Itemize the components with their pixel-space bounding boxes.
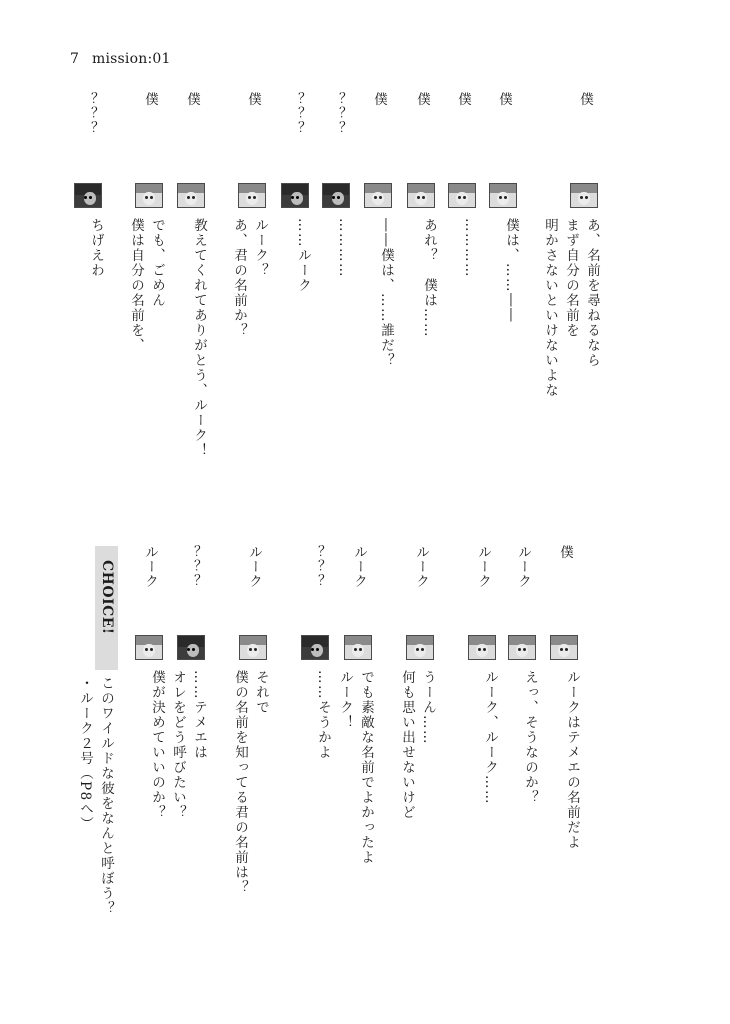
section-title: mission:01: [92, 51, 171, 67]
speaker-name: 僕: [455, 92, 471, 107]
dialogue-line: えっ、そうなのか？: [522, 670, 538, 805]
dialogue-text: [375, 218, 396, 468]
luke-portrait-icon: [135, 635, 163, 660]
portrait-eye: [458, 196, 461, 199]
dialogue-text: [312, 670, 333, 930]
dialogue-entry: [133, 0, 167, 1024]
portrait-eye: [379, 196, 382, 199]
speaker-name: ルーク: [413, 545, 429, 589]
portrait-eye: [523, 648, 526, 651]
dialogue-line: 教えてくれてありがとう、ルーク！: [191, 218, 207, 458]
portrait-eye: [518, 648, 521, 651]
speaker-name: ？？？: [308, 545, 324, 589]
portrait-eye: [560, 648, 563, 651]
speaker-name: 僕: [557, 545, 573, 560]
speaker-name: ルーク: [515, 545, 531, 589]
luke-portrait-icon: [406, 635, 434, 660]
rook-portrait-icon: [301, 635, 329, 660]
speaker-name: ルーク: [351, 545, 367, 589]
portrait-eye: [145, 648, 148, 651]
luke-portrait-icon: [239, 635, 267, 660]
dialogue-line: ……そうかよ: [315, 670, 331, 760]
luke-portrait-icon: [508, 635, 536, 660]
speaker-name: 僕: [577, 92, 593, 107]
dialogue-line: オレをどう呼びたい？: [170, 670, 186, 820]
choice-text: [72, 0, 116, 1024]
dialogue-line: でも、ごめん: [149, 218, 165, 308]
dialogue-line: ……ルーク: [295, 218, 311, 293]
page-number: 7: [70, 51, 80, 67]
dialogue-line: ルーク？: [252, 218, 268, 278]
dialogue-text: [167, 670, 209, 930]
portrait-eye: [483, 648, 486, 651]
speaker-name: ？？？: [81, 92, 97, 136]
choice-line[interactable]: ・ルーク２号（P8へ）: [77, 676, 93, 832]
rook-portrait-icon: [177, 635, 205, 660]
dialogue-line: 僕は自分の名前を、: [128, 218, 144, 353]
dialogue-text: [519, 670, 540, 930]
dialogue-text: [334, 670, 376, 930]
portrait-eye: [565, 648, 568, 651]
dialogue-line: ルーク！: [337, 670, 353, 730]
speaker-name: 僕: [414, 92, 430, 107]
choice-label: CHOICE!: [99, 560, 115, 635]
speaker-name: 僕: [184, 92, 200, 107]
luke-portrait-icon: [344, 635, 372, 660]
dialogue-line: ……テメエは: [191, 670, 207, 760]
dialogue-line: ちげえわ: [88, 218, 104, 278]
dialogue-entry: [337, 0, 376, 1024]
dialogue-line: …………: [462, 218, 478, 278]
portrait-eye: [359, 648, 362, 651]
dialogue-entry: [232, 0, 271, 1024]
dialogue-entry: [466, 0, 500, 1024]
dialogue-entry: [506, 0, 540, 1024]
speaker-name: 僕: [245, 92, 261, 107]
dialogue-line: 僕が決めていいのか？: [149, 670, 165, 820]
dialogue-line: あ、名前を尋ねるなら: [584, 218, 600, 368]
portrait-eye: [316, 648, 319, 651]
dialogue-line: 何も思い出せないけど: [399, 670, 415, 820]
portrait-eye: [354, 648, 357, 651]
portrait-eye: [254, 648, 257, 651]
dialogue-line: 僕の名前を知ってる君の名前は？: [232, 670, 248, 895]
speaker-name: ルーク: [475, 545, 491, 589]
portrait-eye: [291, 196, 294, 199]
portrait-eye: [585, 196, 588, 199]
dialogue-entry: [170, 0, 209, 1024]
portrait-eye: [337, 196, 340, 199]
speaker-name: ？？？: [184, 545, 200, 589]
portrait-eye: [192, 648, 195, 651]
portrait-eye: [187, 648, 190, 651]
dialogue-line: それで: [253, 670, 269, 715]
speaker-name: ルーク: [142, 545, 158, 589]
portrait-eye: [150, 648, 153, 651]
dialogue-line: ルーク、ルーク……: [482, 670, 498, 805]
dialogue-line: ――僕は、……誰だ？: [378, 218, 394, 368]
dialogue-entry: [399, 0, 438, 1024]
choice-lines: [74, 676, 116, 946]
dialogue-text: [396, 670, 438, 930]
dialogue-line: でも素敵な名前でよかったよ: [358, 670, 374, 865]
dialogue-entry: [548, 0, 582, 1024]
choice-line: このワイルドな彼をなんと呼ぼう？: [98, 676, 114, 916]
portrait-eye: [416, 648, 419, 651]
portrait-eye: [311, 648, 314, 651]
luke-portrait-icon: [550, 635, 578, 660]
dialogue-line: まず自分の名前を: [563, 218, 579, 338]
luke-portrait-icon: [468, 635, 496, 660]
speaker-name: ルーク: [246, 545, 262, 589]
dialogue-line: うーん……: [420, 670, 436, 745]
dialogue-line: 明かさないといけないよな: [542, 218, 558, 398]
dialogue-line: あれ？ 僕は……: [421, 218, 437, 338]
dialogue-text: [479, 670, 500, 930]
portrait-eye: [421, 648, 424, 651]
portrait-eye: [249, 648, 252, 651]
dialogue-text: [229, 670, 271, 930]
dialogue-line: …………: [336, 218, 352, 278]
dialogue-line: ルークはテメエの名前だよ: [564, 670, 580, 850]
dialogue-line: あ、君の名前か？: [231, 218, 247, 338]
dialogue-entry: [299, 0, 333, 1024]
dialogue-text: [561, 670, 582, 930]
speaker-name: ？？？: [288, 92, 304, 136]
speaker-name: 僕: [496, 92, 512, 107]
speaker-name: 僕: [371, 92, 387, 107]
speaker-name: 僕: [142, 92, 158, 107]
dialogue-line: 僕は、……――: [503, 218, 519, 323]
portrait-eye: [478, 648, 481, 651]
speaker-name: ？？？: [329, 92, 345, 136]
dialogue-text: [146, 670, 167, 930]
